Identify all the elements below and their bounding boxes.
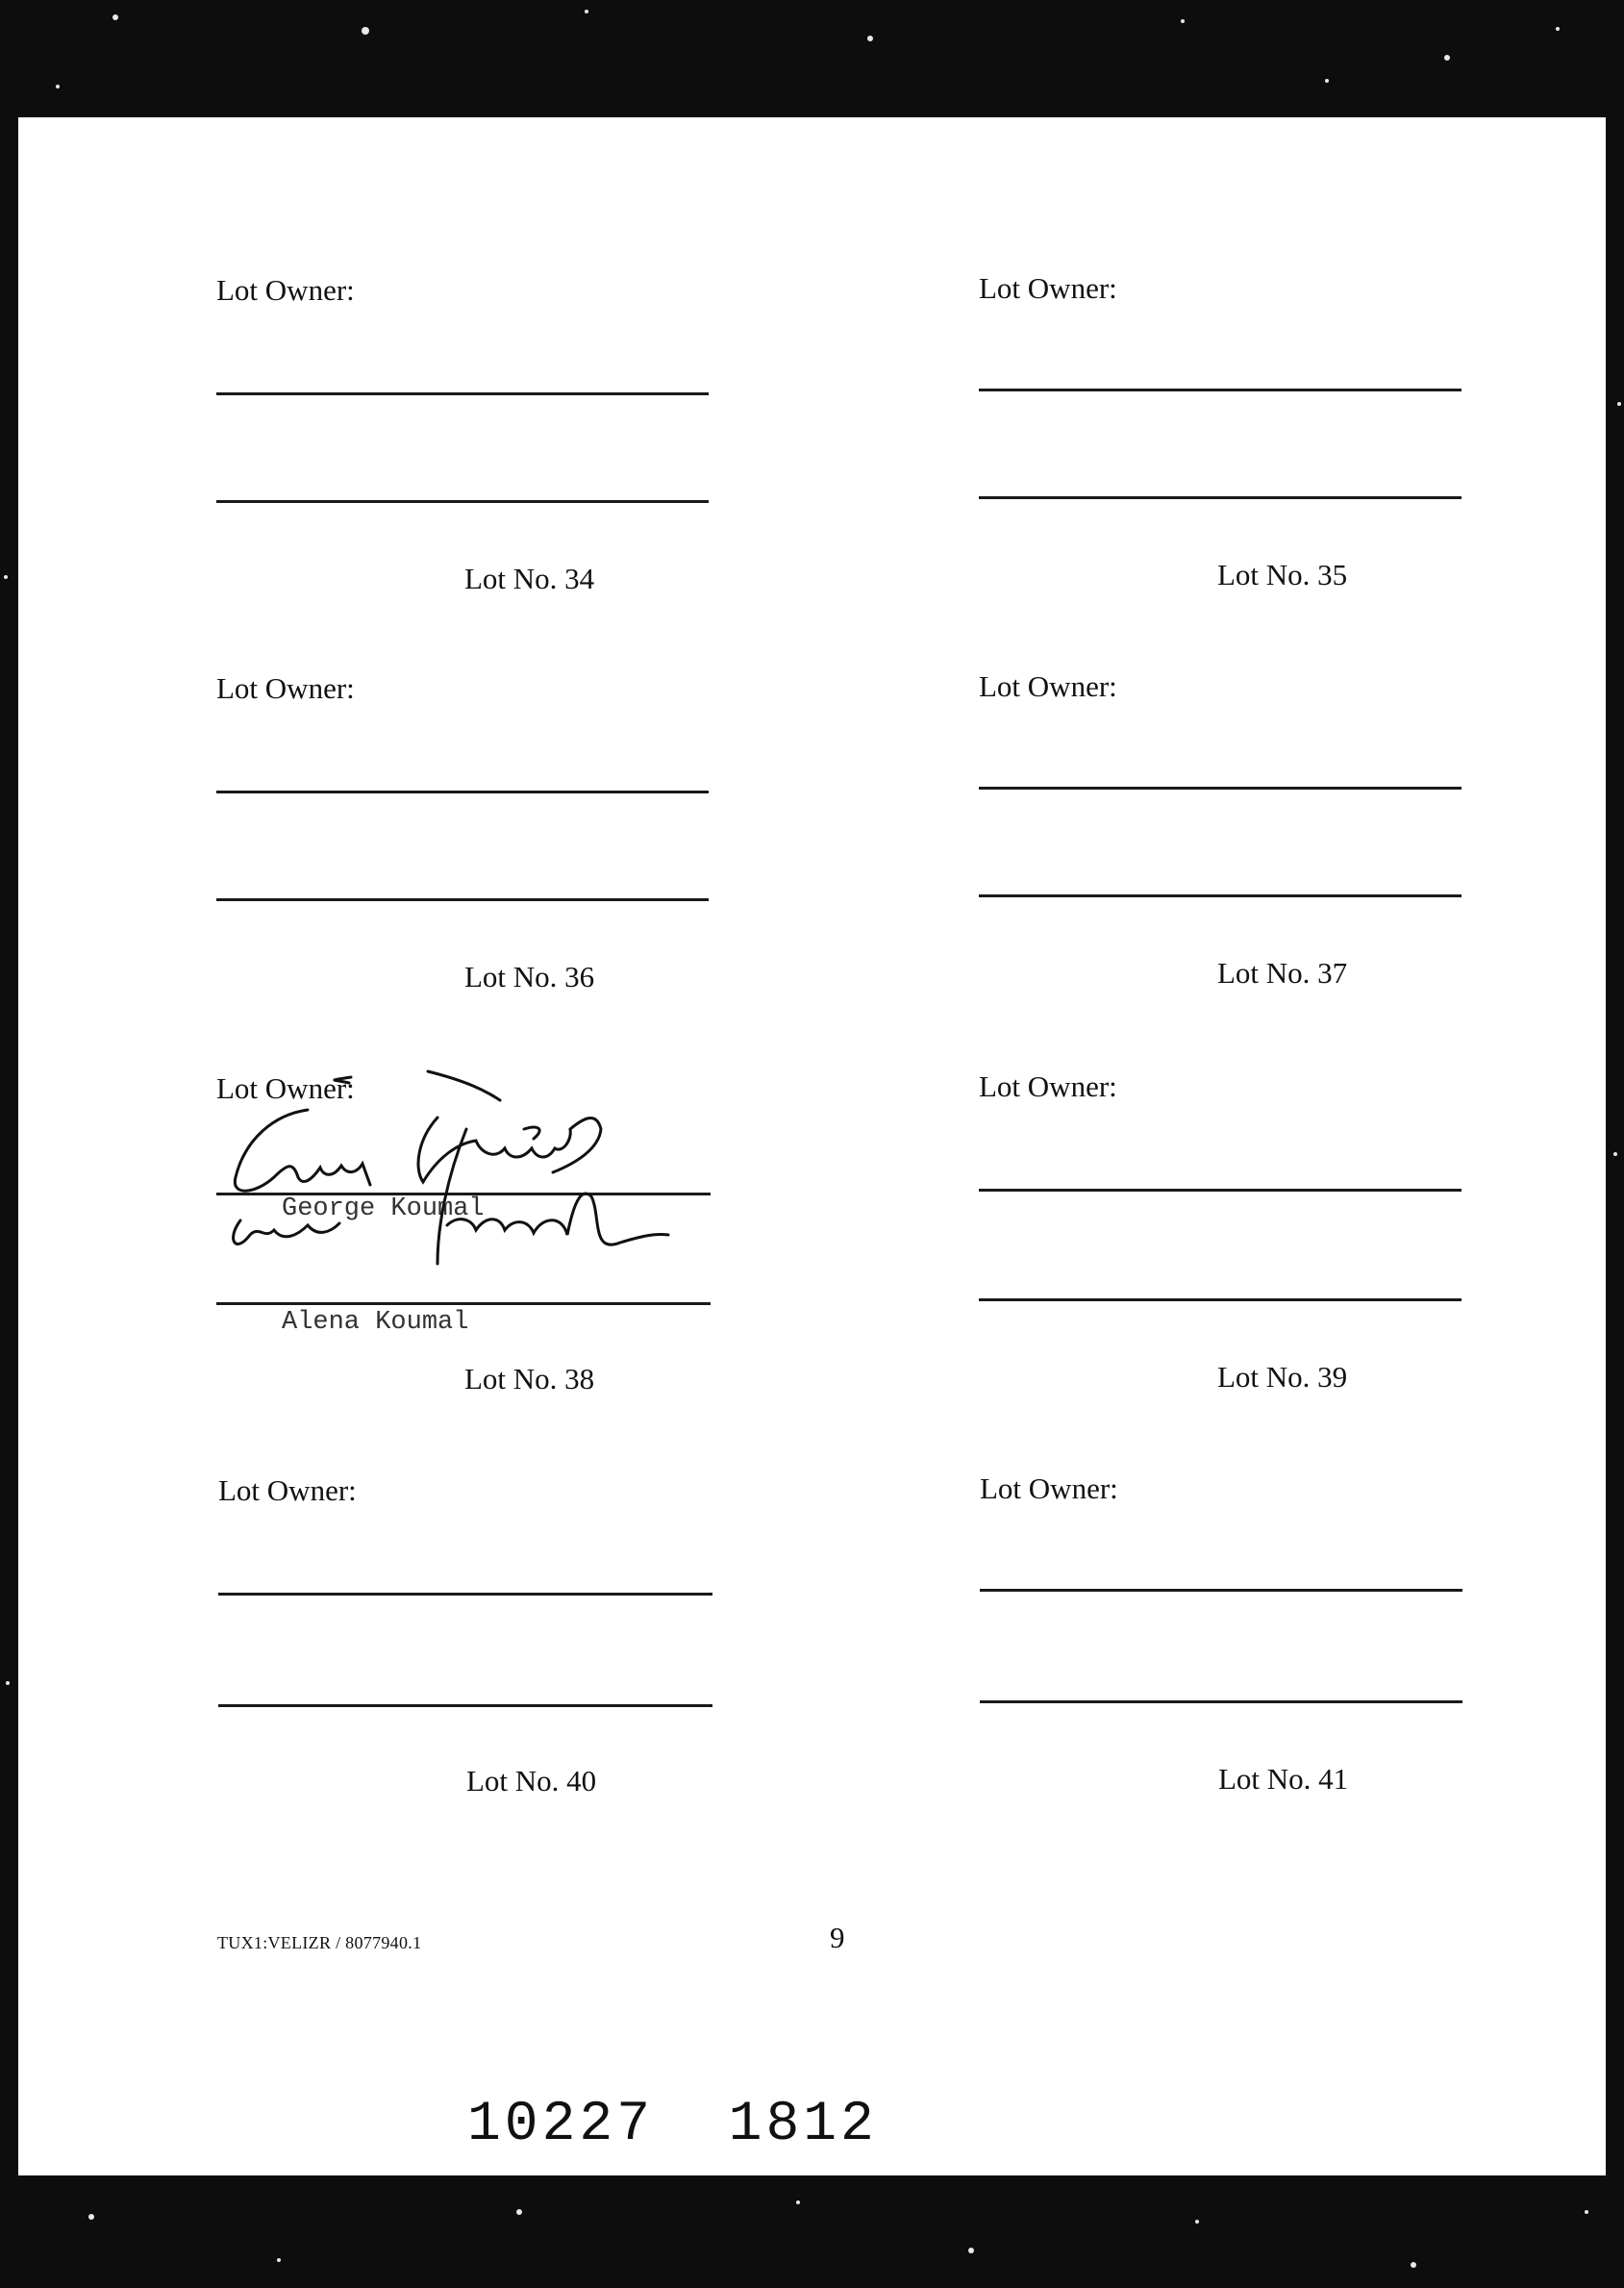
signature-line xyxy=(979,1189,1462,1192)
lot-block-41 xyxy=(980,1471,1518,1847)
lot-number: Lot No. 41 xyxy=(1218,1762,1349,1796)
document-id: TUX1:VELIZR / 8077940.1 xyxy=(217,1933,422,1952)
page-number: 9 xyxy=(830,1921,845,1954)
handwritten-signature xyxy=(216,1071,793,1321)
signature-line xyxy=(979,1298,1462,1301)
signature-line xyxy=(216,898,709,901)
lot-owner-label: Lot Owner: xyxy=(980,1471,1118,1505)
lot-owner-label: Lot Owner: xyxy=(216,671,355,705)
lot-number: Lot No. 38 xyxy=(464,1362,595,1395)
signature-line xyxy=(979,389,1462,391)
lot-block-36 xyxy=(216,671,755,1046)
signature-line xyxy=(216,392,709,395)
lot-block-39 xyxy=(979,1069,1517,1445)
lot-owner-label: Lot Owner: xyxy=(979,271,1117,305)
lot-block-37 xyxy=(979,669,1517,1044)
signature-line xyxy=(218,1593,712,1596)
signature-line xyxy=(979,894,1462,897)
signature-line xyxy=(216,791,709,793)
lot-owner-label: Lot Owner: xyxy=(216,1071,355,1105)
signature-line xyxy=(216,500,709,503)
signature-line xyxy=(980,1589,1462,1592)
lot-number: Lot No. 39 xyxy=(1217,1360,1348,1394)
signature-line xyxy=(218,1704,712,1707)
lot-owner-label: Lot Owner: xyxy=(979,1069,1117,1103)
signature-line xyxy=(980,1700,1462,1703)
document-page xyxy=(18,117,1606,2175)
lot-block-34 xyxy=(216,273,755,648)
stamp-number: 10227 1812 xyxy=(467,2094,878,2156)
lot-number: Lot No. 37 xyxy=(1217,956,1348,990)
signature-line xyxy=(979,496,1462,499)
signature-line xyxy=(979,787,1462,790)
lot-block-40 xyxy=(218,1473,757,1848)
lot-owner-label: Lot Owner: xyxy=(218,1473,357,1507)
lot-owner-label: Lot Owner: xyxy=(979,669,1117,703)
lot-owner-label: Lot Owner: xyxy=(216,273,355,307)
lot-number: Lot No. 34 xyxy=(464,562,595,595)
lot-number: Lot No. 40 xyxy=(466,1764,597,1798)
lot-block-35 xyxy=(979,271,1517,646)
signer-name-1: George Koumal xyxy=(282,1194,485,1223)
lot-block-38 xyxy=(216,1071,755,1446)
lot-number: Lot No. 36 xyxy=(464,960,595,993)
lot-number: Lot No. 35 xyxy=(1217,558,1348,591)
signer-name-2: Alena Koumal xyxy=(282,1308,469,1337)
